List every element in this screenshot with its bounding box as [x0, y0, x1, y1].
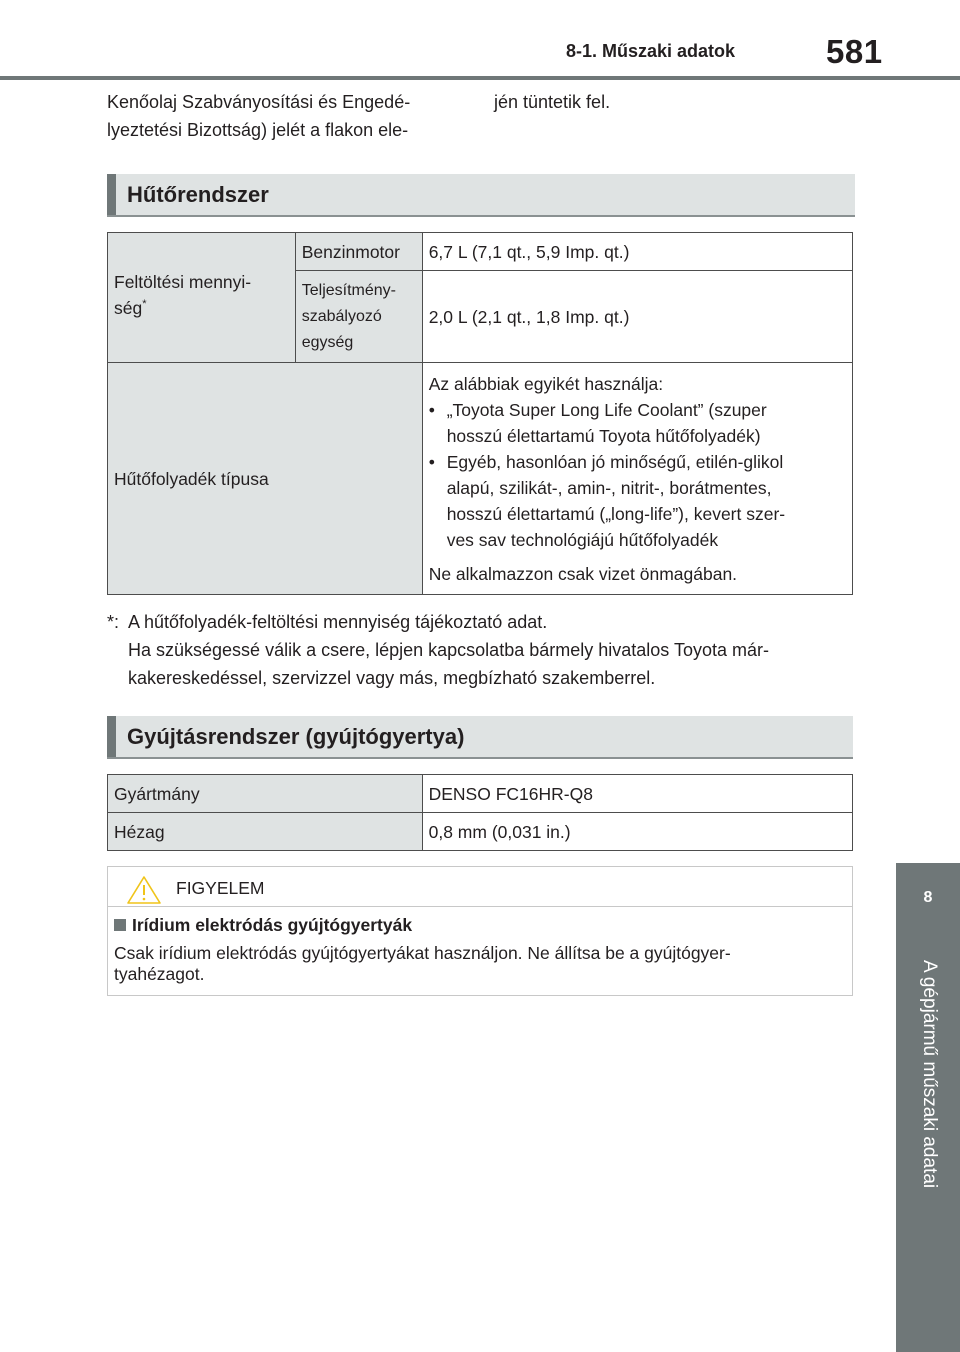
- caution-text: [114, 943, 844, 985]
- pcu-label-line: Teljesítmény-: [301, 281, 396, 299]
- footnote-mark: *: [142, 297, 147, 310]
- intro-line: Kenőolaj Szabványosítási és Engedé-: [107, 92, 411, 112]
- footnote-mark: *:: [107, 612, 120, 632]
- square-bullet-icon: [114, 919, 126, 931]
- chapter-tab: [896, 863, 960, 944]
- make-value: DENSO FC16HR-Q8: [422, 775, 852, 813]
- caution-text-line: Csak irídium elektródás gyújtógyertyákat használjon. Ne állítsa be a gyújtógyer-: [114, 943, 731, 963]
- petrol-engine-value: 6,7 L (7,1 qt., 5,9 Imp. qt.): [422, 233, 852, 271]
- capacity-label-line: [114, 295, 289, 321]
- list-item-line: • Egyéb, hasonlóan jó minőségű, etilén-glikol: [446, 451, 784, 472]
- list-item-line: ves sav technológiájú hűtőfolyadék: [446, 529, 719, 550]
- intro-line: jén tüntetik fel.: [494, 92, 611, 112]
- pcu-label-line: egység: [301, 333, 354, 351]
- petrol-engine-label: Benzinmotor: [295, 233, 422, 271]
- table-row: [108, 775, 853, 813]
- footnote-body: [128, 608, 867, 692]
- chapter-title: A gépjármű műszaki adatai: [919, 960, 940, 1189]
- page-number: 581: [826, 33, 883, 70]
- gap-label: Hézag: [108, 813, 423, 851]
- ignition-section-heading: [107, 716, 853, 759]
- table-row: [108, 813, 853, 851]
- caution-box: [107, 866, 853, 996]
- warning-triangle-icon: [126, 875, 162, 905]
- list-item-line: alapú, szilikát-, amin-, nitrit-, borátmentes,: [446, 477, 772, 498]
- list-item: [429, 449, 846, 553]
- pcu-label-line: szabályozó: [301, 307, 382, 325]
- chapter-number: 8: [923, 889, 933, 906]
- intro-text-left: [107, 88, 467, 144]
- caution-heading: FIGYELEM: [176, 878, 265, 898]
- coolant-type-value: [422, 363, 852, 595]
- capacity-label-line: Feltöltési mennyi-: [114, 271, 252, 292]
- caution-text-line: tyahézagot.: [114, 964, 205, 984]
- pcu-label: [295, 271, 422, 363]
- ignition-table: [107, 774, 853, 851]
- footnote-line: Ha szükségessé válik a csere, lépjen kapcsolatba bármely hivatalos Toyota már-: [128, 640, 769, 660]
- footnote-line: kakereskedéssel, szervizzel vagy más, megbízható szakemberrel.: [128, 668, 656, 688]
- coolant-type-note: Ne alkalmazzon csak vizet önmagában.: [428, 563, 738, 584]
- list-item-line: hosszú élettartamú („long-life”), kevert szer-: [446, 503, 786, 524]
- caution-header: [108, 867, 852, 907]
- capacity-label: [108, 233, 296, 363]
- list-item: [429, 397, 846, 449]
- list-item-line: hosszú élettartamú Toyota hűtőfolyadék): [446, 425, 761, 446]
- cooling-section-heading: [107, 174, 855, 217]
- caution-title-text: Irídium elektródás gyújtógyertyák: [132, 915, 413, 935]
- footnote-line: A hűtőfolyadék-feltöltési mennyiség tájékoztató adat.: [128, 612, 548, 632]
- list-item-line: • „Toyota Super Long Life Coolant” (szuper: [446, 399, 767, 420]
- section-title: 8-1. Műszaki adatok: [566, 41, 736, 61]
- make-label: Gyártmány: [108, 775, 423, 813]
- coolant-options: [429, 397, 846, 553]
- pcu-value: 2,0 L (2,1 qt., 1,8 Imp. qt.): [422, 271, 852, 363]
- gap-value: 0,8 mm (0,031 in.): [422, 813, 852, 851]
- capacity-label-word: ség: [114, 297, 143, 318]
- intro-line: lyeztetési Bizottság) jelét a flakon ele-: [107, 120, 409, 140]
- cooling-heading-text: Hűtőrendszer: [127, 182, 269, 207]
- ignition-heading-text: Gyújtásrendszer (gyújtógyertya): [127, 724, 465, 749]
- table-row: [108, 363, 853, 595]
- table-row: [108, 233, 853, 271]
- coolant-type-label: Hűtőfolyadék típusa: [108, 363, 423, 595]
- caution-title: [114, 915, 412, 936]
- intro-text-right: [494, 88, 610, 116]
- header-rule: [0, 76, 960, 80]
- cooling-table: [107, 232, 853, 595]
- coolant-type-intro: Az alábbiak egyikét használja:: [428, 373, 664, 394]
- footnote: [107, 608, 867, 692]
- chapter-title-wrapper: [896, 960, 960, 1220]
